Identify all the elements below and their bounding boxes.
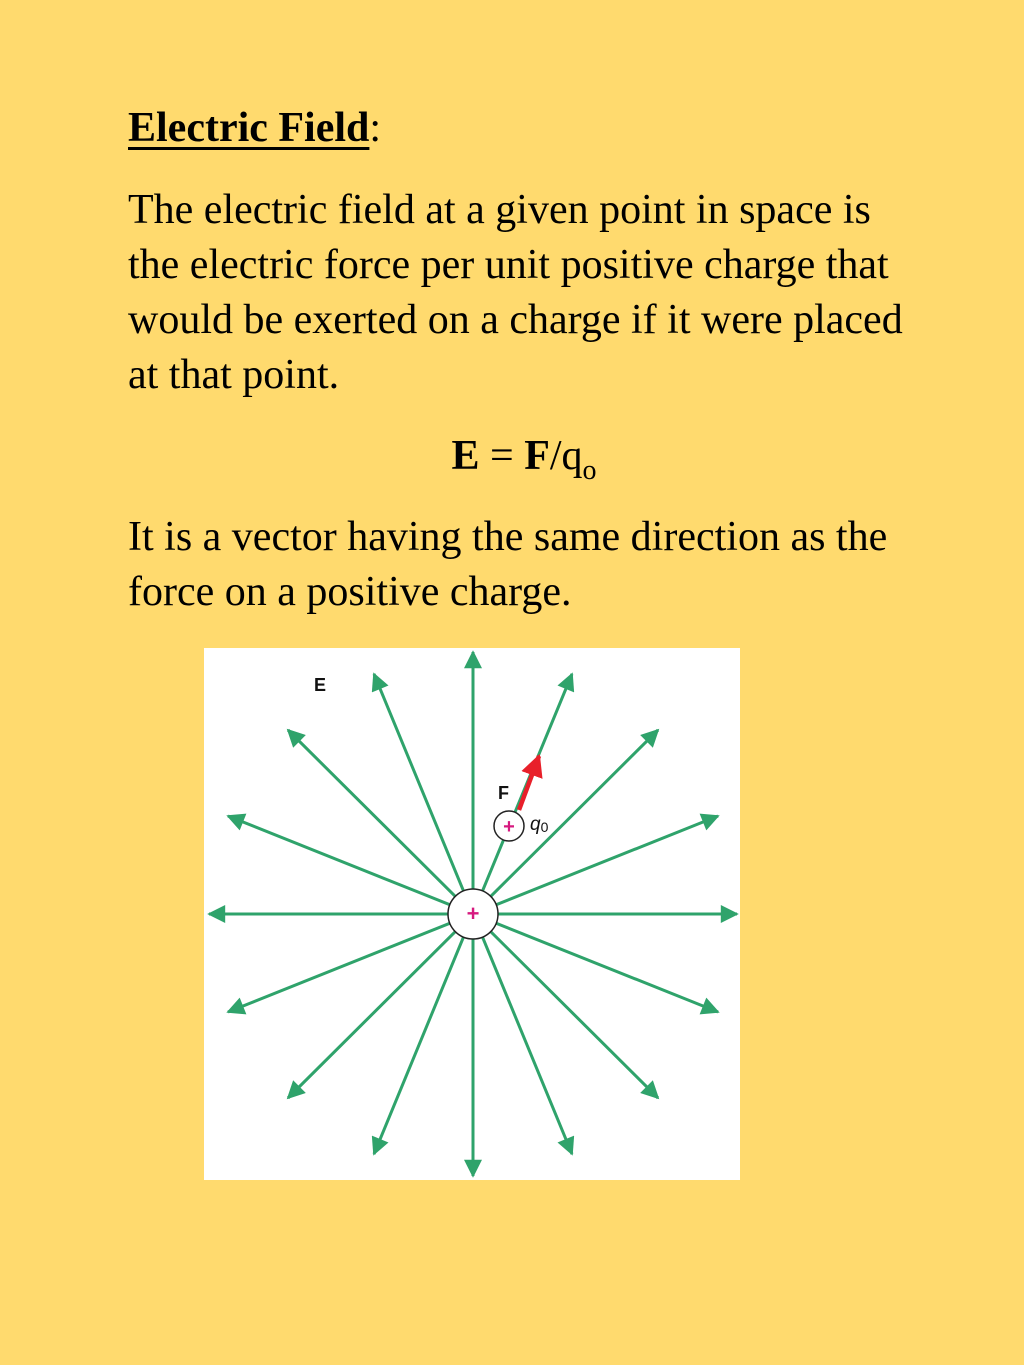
force-label: F (498, 783, 509, 803)
test-charge-sign: + (503, 816, 515, 838)
field-label: E (314, 675, 327, 695)
field-formula (0, 430, 1024, 486)
formula-slash-q: /q (549, 433, 583, 479)
slide-heading (128, 102, 381, 154)
definition-paragraph: The electric field at a given point in space is the electric force per unit positive charge that would be exerted on a charge if it were placed at that point. (128, 187, 903, 398)
force-vector (519, 756, 539, 810)
test-charge-label (530, 815, 548, 837)
electric-field-diagram (204, 648, 740, 1180)
heading-title: Electric Field (128, 105, 370, 151)
formula-f: F (524, 433, 550, 479)
formula-subscript: o (582, 455, 597, 486)
source-charge-sign: + (466, 901, 480, 926)
formula-e: E (451, 433, 480, 479)
test-charge-subscript: 0 (540, 819, 549, 835)
test-charge-symbol: q (530, 814, 541, 835)
field-lines-svg (204, 648, 740, 1180)
formula-equals: = (479, 433, 525, 479)
vector-paragraph: It is a vector having the same direction as the force on a positive charge. (128, 514, 888, 615)
heading-colon: : (369, 105, 382, 151)
